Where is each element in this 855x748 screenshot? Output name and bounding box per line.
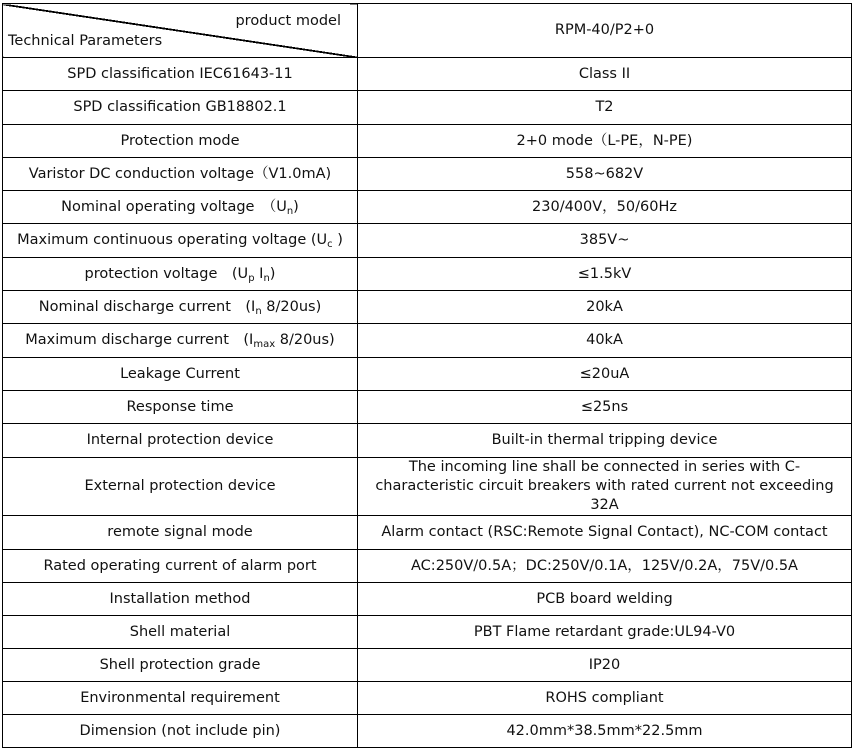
table-row (3, 583, 852, 616)
table-row (3, 516, 852, 550)
value-cell: Built-in thermal tripping device (358, 424, 852, 458)
param-subscript: n (255, 305, 262, 317)
table-row (3, 616, 852, 649)
value-cell: 2+0 mode（L-PE，N-PE) (358, 125, 852, 158)
table-row (3, 158, 852, 191)
table-row (3, 682, 852, 715)
param-cell: SPD classification IEC61643-11 (3, 58, 358, 91)
value-cell: PCB board welding (358, 583, 852, 616)
value-cell: Class II (358, 58, 852, 91)
table-row (3, 324, 852, 358)
param-cell: SPD classification GB18802.1 (3, 91, 358, 125)
value-cell: ≤25ns (358, 391, 852, 424)
value-cell: 230/400V，50/60Hz (358, 191, 852, 224)
table-row (3, 715, 852, 748)
table-row (3, 91, 852, 125)
param-cell (3, 291, 358, 324)
param-text: Nominal discharge current (I (38, 298, 256, 315)
table-row (3, 391, 852, 424)
param-cell: Leakage Current (3, 358, 358, 391)
value-cell: 40kA (358, 324, 852, 358)
param-cell: Internal protection device (3, 424, 358, 458)
value-cell: Alarm contact (RSC:Remote Signal Contact), NC-COM contact (358, 516, 852, 550)
table-row (3, 550, 852, 583)
value-cell: PBT Flame retardant grade:UL94-V0 (358, 616, 852, 649)
spec-table (2, 3, 852, 748)
table-row (3, 191, 852, 224)
param-cell: Dimension (not include pin) (3, 715, 358, 748)
param-subscript: c (327, 239, 333, 250)
param-subscript: max (253, 339, 276, 350)
param-text-end: ) (332, 232, 343, 248)
value-cell: ≤20uA (358, 358, 852, 391)
param-cell: Shell material (3, 616, 358, 649)
product-model-label: product model (235, 13, 341, 29)
param-text-end: 8/20us) (261, 298, 322, 315)
model-value: RPM-40/P2+0 (358, 4, 852, 58)
table-row (3, 291, 852, 324)
param-cell: Installation method (3, 583, 358, 616)
param-text-end: ) (293, 198, 299, 215)
table-row (3, 649, 852, 682)
param-cell (3, 324, 358, 358)
value-cell: IP20 (358, 649, 852, 682)
param-cell: External protection device (3, 458, 358, 516)
param-cell: Protection mode (3, 125, 358, 158)
value-cell: ROHS compliant (358, 682, 852, 715)
technical-parameters-label: Technical Parameters (8, 33, 163, 49)
table-row (3, 258, 852, 291)
table-row (3, 458, 852, 516)
table-row (3, 358, 852, 391)
param-text: Maximum discharge current (I (25, 332, 254, 348)
value-cell: 20kA (358, 291, 852, 324)
param-text-mid: I (254, 265, 264, 282)
param-cell: Response time (3, 391, 358, 424)
value-cell: T2 (358, 91, 852, 125)
param-cell (3, 191, 358, 224)
param-text: Nominal operating voltage （U (61, 198, 287, 215)
param-cell: Rated operating current of alarm port (3, 550, 358, 583)
param-cell: Shell protection grade (3, 649, 358, 682)
header-row (3, 4, 852, 58)
param-text-end: 8/20us) (275, 332, 335, 348)
value-cell: 558~682V (358, 158, 852, 191)
param-cell (3, 258, 358, 291)
param-subscript-2: n (263, 272, 270, 284)
param-text: Maximum continuous operating voltage (U (17, 232, 328, 248)
value-cell: ≤1.5kV (358, 258, 852, 291)
header-diagonal-cell (3, 4, 358, 58)
param-cell: Varistor DC conduction voltage（V1.0mA) (3, 158, 358, 191)
param-cell (3, 224, 358, 258)
param-text: protection voltage (U (84, 265, 249, 282)
param-cell: remote signal mode (3, 516, 358, 550)
table-row (3, 224, 852, 258)
table-row (3, 125, 852, 158)
param-subscript: p (248, 272, 255, 284)
value-cell: The incoming line shall be connected in series with C-characteristic circuit breakers with rated current not exceeding 32A (358, 458, 852, 516)
value-cell: 385V~ (358, 224, 852, 258)
param-cell: Environmental requirement (3, 682, 358, 715)
param-text-end: ) (269, 265, 276, 282)
table-row (3, 424, 852, 458)
value-cell: 42.0mm*38.5mm*22.5mm (358, 715, 852, 748)
param-subscript: n (286, 205, 294, 217)
value-cell: AC:250V/0.5A；DC:250V/0.1A，125V/0.2A，75V/0.5A (358, 550, 852, 583)
table-row (3, 58, 852, 91)
